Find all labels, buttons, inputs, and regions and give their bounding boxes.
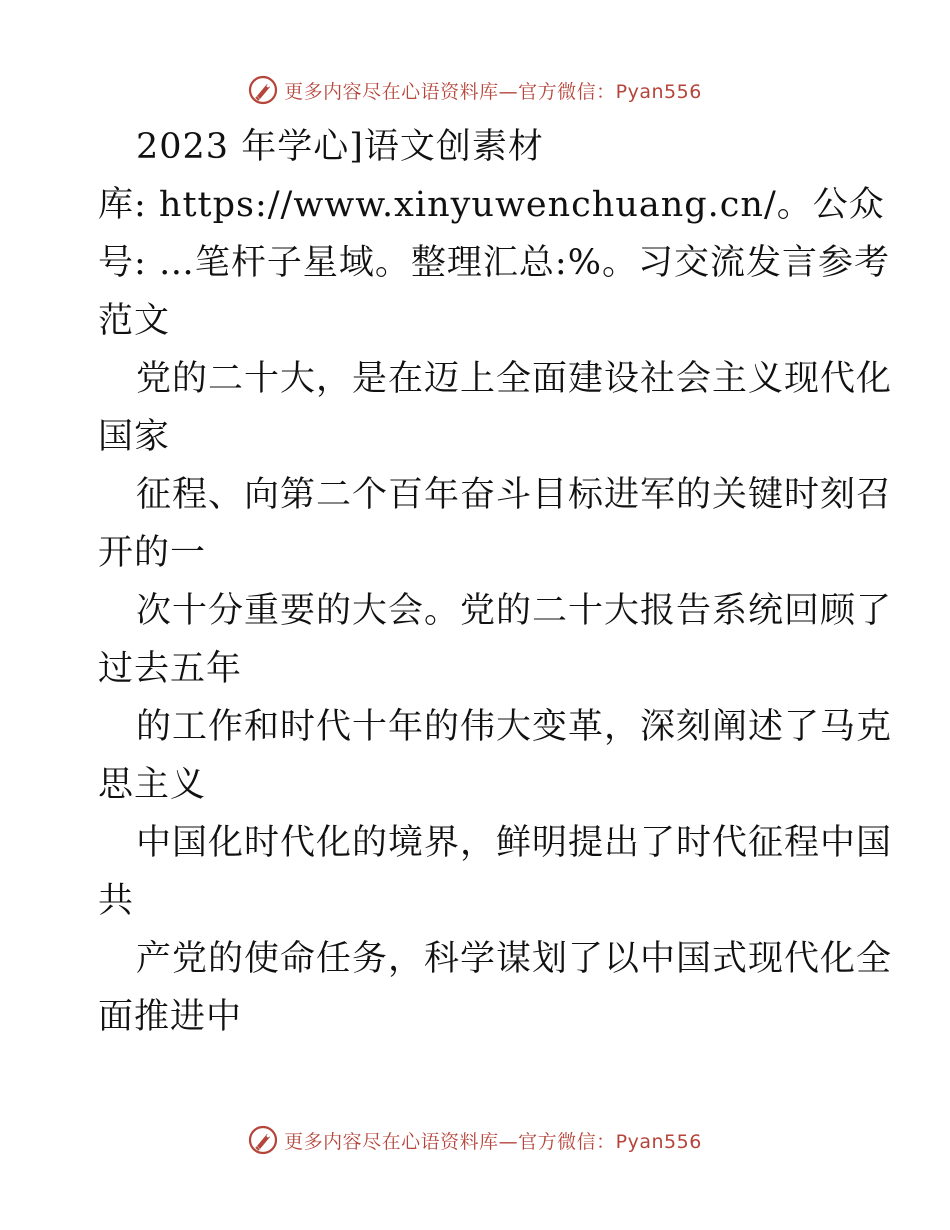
text-line: 中国化时代化的境界，鲜明提出了时代征程中国 [136, 823, 893, 863]
footer-wechat-text: 官方微信：Pyan556 [518, 1130, 702, 1153]
header-site-text: 更多内容尽在心语资料库 [284, 80, 499, 103]
header-dash: — [498, 80, 519, 103]
text-line: 产党的使命任务，科学谋划了以中国式现代化全 [136, 939, 893, 979]
text-line: 开的一 [98, 533, 207, 573]
text-line: 面推进中 [98, 997, 243, 1037]
text-line: 次十分重要的大会。党的二十大报告系统回顾了 [136, 591, 893, 631]
text-line: 的工作和时代十年的伟大变革，深刻阐述了马克 [136, 707, 893, 747]
footer-site-text: 更多内容尽在心语资料库 [284, 1130, 499, 1153]
text-line: 库: https://www.xinyuwenchuang.cn/。公众 [98, 185, 885, 225]
text-line: 共 [98, 881, 135, 921]
text-line: 范文 [98, 301, 171, 341]
header-banner-text [284, 77, 702, 104]
pen-nib-icon [248, 1125, 278, 1155]
text-line: 国家 [98, 417, 171, 457]
text-line: 过去五年 [98, 649, 243, 689]
footer-dash: — [498, 1130, 519, 1153]
text-line: 号: …笔杆子星域。整理汇总:%。习交流发言参考 [98, 243, 890, 283]
text-line: 2023 年学心]语文创素材 [136, 127, 544, 167]
footer-banner-text [284, 1127, 702, 1154]
text-line: 思主义 [98, 765, 207, 805]
header-wechat-text: 官方微信：Pyan556 [518, 80, 702, 103]
footer-banner [0, 1120, 950, 1160]
pen-nib-icon [248, 75, 278, 105]
text-line: 党的二十大，是在迈上全面建设社会主义现代化 [136, 359, 893, 399]
text-line: 征程、向第二个百年奋斗目标进军的关键时刻召 [136, 475, 893, 515]
header-banner [0, 70, 950, 110]
document-body [98, 118, 893, 1046]
